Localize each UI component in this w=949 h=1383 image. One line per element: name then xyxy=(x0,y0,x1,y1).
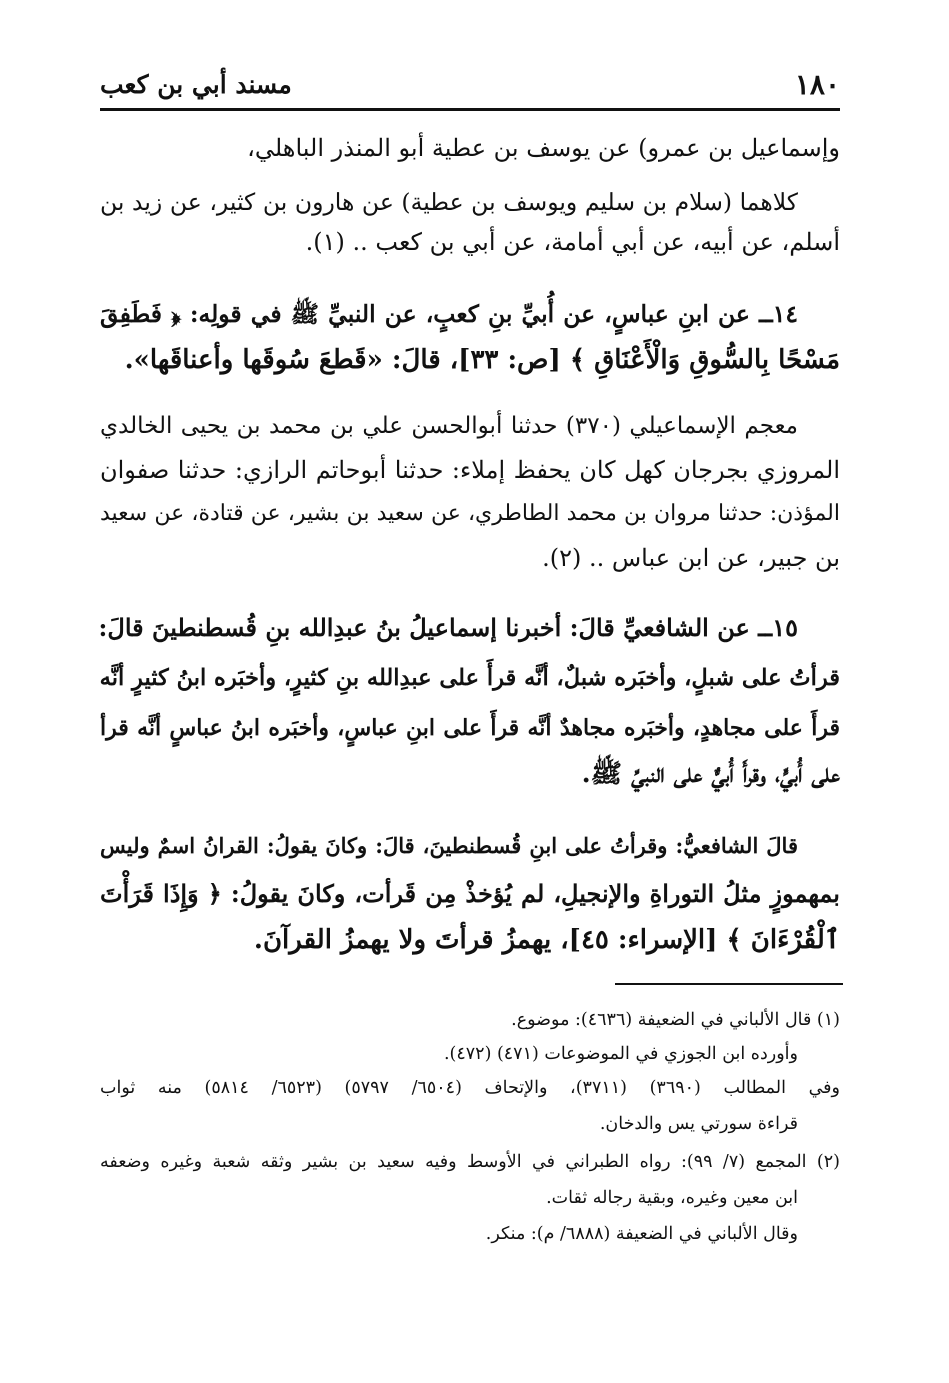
footnote-line: وأورده ابن الجوزي في الموضوعات (٤٧١) (٤٧٢). xyxy=(443,1044,798,1064)
footnote-line: ابن معين وغيره، وبقية رجاله ثقات. xyxy=(546,1188,798,1208)
hadith-line: بمهموزٍ مثلُ التوراةِ والإنجيلِ، لم يُؤخذْ مِن قَرأت، وكانَ يقولُ: ﴿ وَإِذَا قَرَأْتَ xyxy=(100,879,840,908)
text-line: المؤذن: حدثنا مروان بن محمد الطاطري، عن سعيد بن بشير، عن قتادة، عن سعيد xyxy=(100,501,840,526)
footnote-line: (٢) المجمع (٧/ ٩٩): رواه الطبراني في الأوسط وفيه سعيد بن بشير وثقه شعبة وغيره وضعفه xyxy=(100,1152,840,1172)
text-line: كلاهما (سلام بن سليم ويوسف بن عطية) عن هارون بن كثير، عن زيد بن xyxy=(100,188,798,216)
hadith-line: قالَ الشافعيُّ: وقرأتُ على ابنِ قُسطنطينَ، قالَ: وكانَ يقولُ: القرانُ اسمٌ وليس xyxy=(100,833,798,858)
hadith-line: ١٥ــ عن الشافعيِّ قالَ: أخبرنا إسماعيلُ بنُ عبدِالله بنِ قُسطنطينَ قالَ: xyxy=(98,613,798,642)
book-title: مسند أبي بن كعب xyxy=(100,70,292,99)
footnote-rule xyxy=(615,983,843,985)
text-line: المروزي بجرجان كهل كان يحفظ إملاء: حدثنا أبوحاتم الرازي: حدثنا صفوان xyxy=(100,456,840,484)
hadith-line: مَسْحًا بِالسُّوقِ وَالْأَعْنَاقِ ﴾ [ص: ٣٣]، قالَ: «قَطعَ سُوقَها وأعناقَها». xyxy=(124,345,840,375)
footnote-line: قراءة سورتي يس والدخان. xyxy=(599,1114,798,1134)
page-number: ١٨٠ xyxy=(794,68,840,101)
hadith-line: ١٤ــ عن ابنِ عباسٍ، عن أُبيِّ بنِ كعبٍ، عن النبيِّ ﷺ في قولِه: ﴿ فَطَفِقَ xyxy=(100,300,798,328)
text-line: بن جبير، عن ابن عباس .. (٢). xyxy=(542,544,840,572)
footnote-line: وقال الألباني في الضعيفة (٦٨٨٨/ م): منكر. xyxy=(485,1224,798,1244)
hadith-line: ٱلْقُرْءَانَ ﴾ [الإسراء: ٤٥]، يهمزُ قرأتَ ولا يهمزُ القرآنَ. xyxy=(253,925,840,955)
hadith-line: قرأتُ على شبلٍ، وأخبَره شبلٌ، أنَّه قرأَ على عبدِالله بنِ كثيرٍ، وأخبَره ابنُ كثيرٍ أنَّه xyxy=(99,665,840,691)
hadith-line: على أُبيٍّ، وقرأَ أُبيٌّ على النبيِّ ﷺ. xyxy=(581,759,840,789)
footnote-line: (١) قال الألباني في الضعيفة (٤٦٣٦): موضوع. xyxy=(511,1010,840,1030)
text-line: أسلم، عن أبيه، عن أبي أمامة، عن أبي بن كعب .. (١). xyxy=(305,228,840,256)
footnote-line: وفي المطالب (٣٦٩٠) (٣٧١١)، والإتحاف (٦٥٠٤/ ٥٧٩٧) (٦٥٢٣/ ٥٨١٤) منه ثواب xyxy=(100,1078,840,1098)
header-rule xyxy=(100,108,840,111)
text-line: وإسماعيل بن عمرو) عن يوسف بن عطية أبو المنذر الباهلي، xyxy=(247,134,840,162)
text-line: معجم الإسماعيلي (٣٧٠) حدثنا أبوالحسن علي بن محمد بن يحيى الخالدي xyxy=(100,413,798,439)
hadith-line: قرأَ على مجاهدٍ، وأخبَره مجاهدٌ أنَّه قرأَ على ابنِ عباسٍ، وأخبَره ابنُ عباسٍ أنَّه قرأ xyxy=(100,715,840,741)
page-header xyxy=(100,64,840,102)
